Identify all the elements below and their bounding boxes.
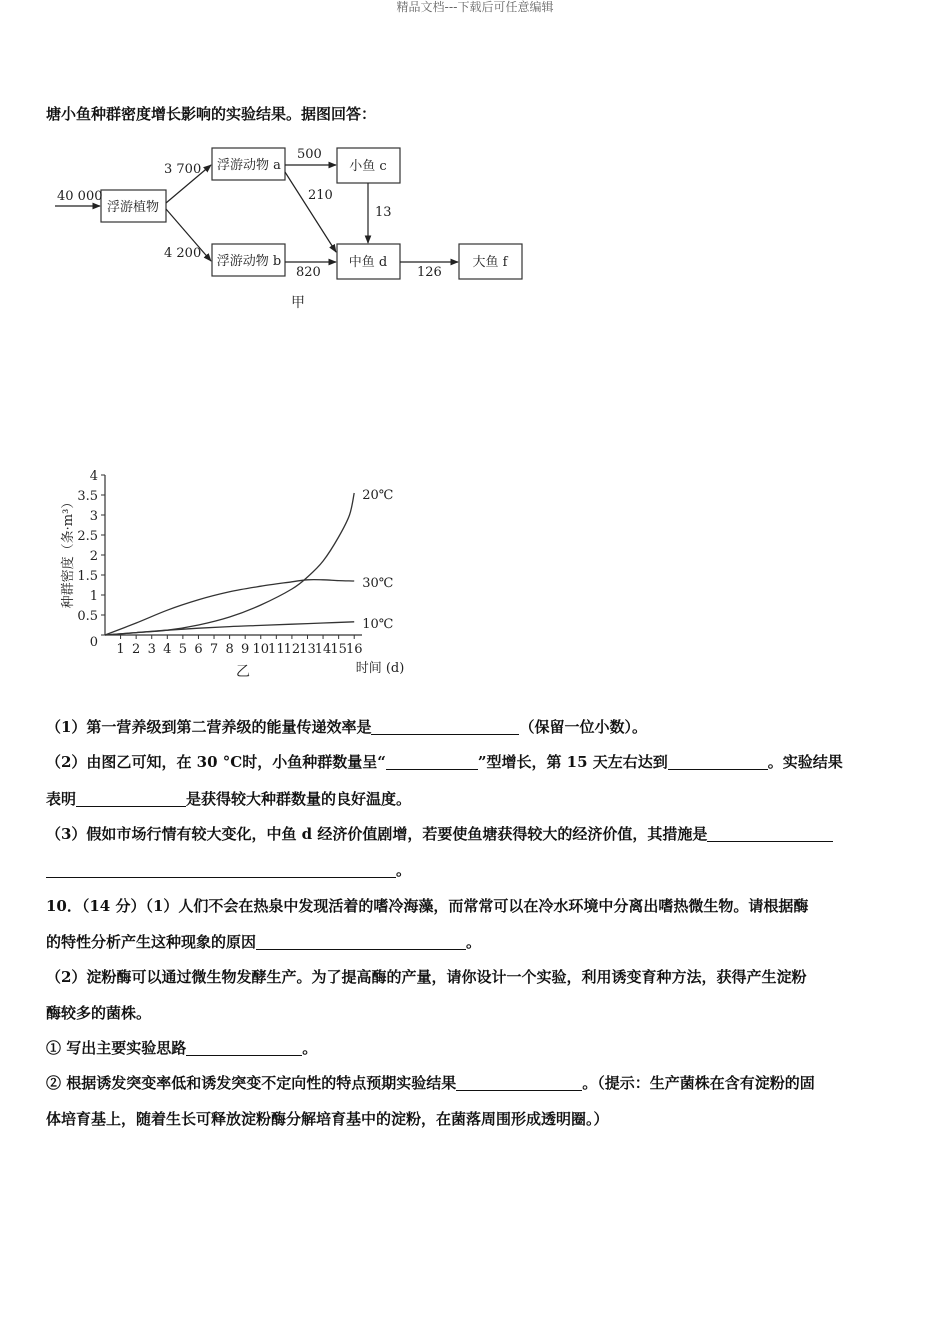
answer-blank[interactable] [186, 1039, 302, 1056]
y-tick-label: 0.5 [77, 609, 98, 624]
intro-text: 塘小鱼种群密度增长影响的实验结果。据图回答： [46, 105, 377, 123]
question-10-step-1: ① 写出主要实验思路 。 [46, 1039, 318, 1057]
label-small-fish: 小鱼 c [349, 159, 387, 174]
page-header: 精品文档---下载后可任意编辑 [396, 0, 554, 14]
x-tick-label: 2 [132, 642, 141, 657]
diagram-caption: 甲 [291, 295, 305, 311]
y-tick-label: 3.5 [77, 489, 98, 504]
question-2-cont: 表明 是获得较大种群数量的良好温度。 [46, 790, 412, 808]
chart-ylabel: 种群密度（条·m³） [61, 495, 76, 609]
answer-blank[interactable] [371, 718, 519, 735]
answer-blank[interactable] [456, 1074, 582, 1091]
answer-blank[interactable] [386, 753, 478, 770]
series-label-2: 10℃ [362, 616, 394, 632]
question-10: 10．（14 分）（1）人们不会在热泉中发现活着的嗜冷海藻，而常常可以在冷水环境中分离出嗜热微生物。请根据酶 [46, 897, 809, 915]
chart-caption: 乙 [236, 664, 250, 680]
x-tick-label: 9 [241, 642, 250, 657]
x-tick-label: 4 [163, 642, 172, 657]
question-10-step-2: ② 根据诱发突变率低和诱发突变不定向性的特点预期实验结果 。（提示：生产菌株在含有淀粉的固 [46, 1074, 815, 1092]
x-tick-label: 10 [252, 642, 270, 657]
x-tick-label: 14 [314, 642, 332, 657]
y-tick-label: 4 [89, 469, 98, 484]
label-zoo-a: 浮游动物 a [217, 158, 281, 173]
arrow-a-to-d [285, 172, 336, 252]
edge-plant-to-a: 3 700 [164, 162, 202, 177]
question-10-2-cont: 酶较多的菌株。 [46, 1004, 152, 1022]
x-tick-label: 6 [194, 642, 203, 657]
question-3-cont: 。 [46, 860, 906, 880]
series-line-2 [105, 622, 354, 635]
x-tick-label: 13 [299, 642, 316, 657]
x-tick-label: 8 [225, 642, 234, 657]
edge-c-to-d: 13 [375, 205, 392, 220]
edge-d-to-f: 126 [417, 265, 442, 280]
question-10-2: （2）淀粉酶可以通过微生物发酵生产。为了提高酶的产量，请你设计一个实验，利用诱变育种方法，获得产生淀粉 [46, 968, 807, 986]
population-density-chart [0, 460, 460, 690]
y-tick-label: 1 [89, 589, 98, 604]
y-tick-label: 3 [89, 509, 98, 524]
edge-b-to-d: 820 [296, 265, 321, 280]
y-tick-label: 1.5 [77, 569, 98, 584]
x-tick-label: 15 [330, 642, 347, 657]
answer-blank[interactable] [668, 753, 768, 770]
y-tick-label: 0 [89, 635, 98, 650]
answer-blank[interactable] [76, 790, 186, 807]
edge-a-to-c: 500 [297, 147, 322, 162]
series-line-0 [105, 493, 354, 635]
x-tick-label: 11 [268, 642, 285, 657]
answer-blank[interactable] [256, 933, 466, 950]
question-10-cont: 的特性分析产生这种现象的原因 。 [46, 933, 482, 951]
y-tick-label: 2.5 [77, 529, 98, 544]
question-2: （2）由图乙可知，在 30 °C时，小鱼种群数量呈“ ”型增长，第 15 天左右达到 。实验结果 [46, 753, 843, 771]
edge-input: 40 000 [57, 189, 103, 204]
x-tick-label: 3 [147, 642, 156, 657]
question-10-step-2-cont: 体培育基上，随着生长可释放淀粉酶分解培育基中的淀粉，在菌落周围形成透明圈。） [46, 1110, 609, 1128]
series-label-1: 30℃ [362, 576, 394, 591]
x-tick-label: 1 [116, 642, 125, 657]
chart-xlabel: 时间 (d) [355, 661, 405, 676]
question-3: （3）假如市场行情有较大变化，中鱼 d 经济价值剧增，若要使鱼塘获得较大的经济价值，其措施是 [46, 824, 906, 844]
label-mid-fish: 中鱼 d [348, 255, 388, 270]
series-label-0: 20℃ [362, 488, 394, 503]
edge-a-to-d: 210 [308, 188, 333, 203]
label-zoo-b: 浮游动物 b [216, 254, 282, 269]
label-big-fish: 大鱼 f [472, 255, 508, 270]
x-tick-label: 5 [178, 642, 188, 657]
answer-blank[interactable] [46, 861, 396, 878]
answer-blank[interactable] [707, 825, 833, 842]
food-web-diagram [0, 0, 950, 330]
question-1: （1）第一营养级到第二营养级的能量传递效率是 （保留一位小数）。 [46, 718, 647, 736]
y-tick-label: 2 [89, 549, 98, 564]
label-plankton-plant: 浮游植物 [106, 200, 160, 215]
x-tick-label: 16 [345, 642, 363, 657]
x-tick-label: 7 [209, 642, 219, 657]
edge-plant-to-b: 4 200 [164, 246, 202, 261]
x-tick-label: 12 [283, 642, 301, 657]
